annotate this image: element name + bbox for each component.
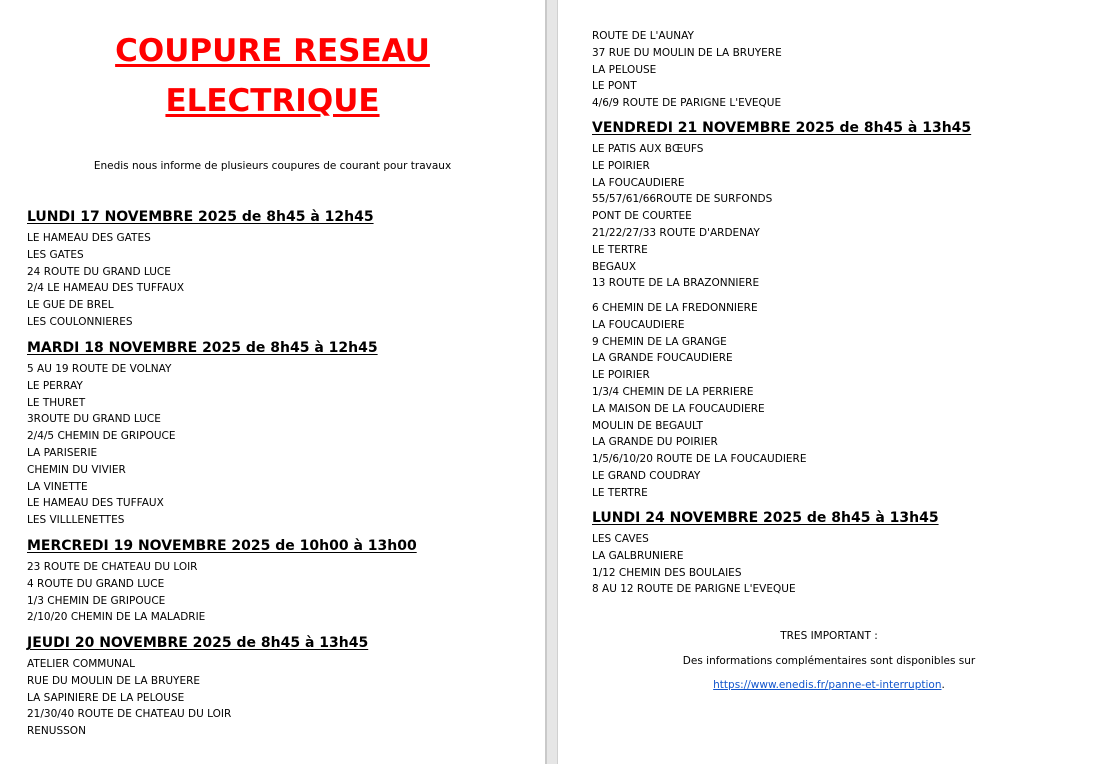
address-item: 24 ROUTE DU GRAND LUCE [27, 265, 171, 278]
address-item: 1/12 CHEMIN DES BOULAIES [592, 566, 742, 579]
address-item: LE PONT [592, 80, 637, 93]
address-item: 1/5/6/10/20 ROUTE DE LA FOUCAUDIERE [592, 453, 807, 466]
address-item: 2/4 LE HAMEAU DES TUFFAUX [27, 282, 185, 295]
address-list-lundi-24 [592, 531, 796, 598]
address-item: 23 ROUTE DE CHATEAU DU LOIR [27, 561, 198, 573]
address-item: LA GALBRUNIERE [592, 549, 684, 562]
address-item: RUE DU MOULIN DE LA BRUYERE [27, 674, 201, 687]
section-heading-lundi-17: LUNDI 17 NOVEMBRE 2025 de 8h45 à 12h45 [27, 209, 374, 225]
address-item: MOULIN DE BEGAULT [592, 419, 703, 432]
page-edge [545, 0, 547, 764]
address-item: 8 AU 12 ROUTE DE PARIGNE L'EVEQUE [592, 583, 796, 596]
address-item: 1/3/4 CHEMIN DE LA PERRIERE [592, 385, 754, 398]
address-item: LA SAPINIERE DE LA PELOUSE [27, 691, 185, 704]
address-item: LA GRANDE FOUCAUDIERE [592, 352, 733, 365]
address-list-jeudi-20 [27, 656, 231, 740]
address-item: 55/57/61/66ROUTE DE SURFONDS [592, 193, 773, 206]
address-item: 1/3 CHEMIN DE GRIPOUCE [27, 594, 166, 607]
address-item: LA MAISON DE LA FOUCAUDIERE [592, 402, 765, 415]
address-item: LE TERTRE [592, 243, 648, 256]
address-item: LA VINETTE [27, 480, 88, 493]
address-item: LE HAMEAU DES TUFFAUX [27, 497, 164, 510]
important-note-link-line [558, 679, 1100, 691]
address-item: 6 CHEMIN DE LA FREDONNIERE [592, 302, 758, 314]
address-item: 13 ROUTE DE LA BRAZONNIERE [592, 277, 760, 290]
address-list-lundi-17 [27, 230, 184, 331]
address-item: PONT DE COURTEE [592, 210, 692, 223]
address-item: LE GUE DE BREL [27, 299, 114, 312]
title-line-2: ELECTRIQUE [165, 83, 380, 119]
address-item: LES VILLLENETTES [27, 514, 125, 527]
address-list-mardi-18 [27, 361, 176, 529]
address-item: CHEMIN DU VIVIER [27, 463, 126, 476]
section-heading-mardi-18: MARDI 18 NOVEMBRE 2025 de 8h45 à 12h45 [27, 340, 378, 356]
address-item: LE POIRIER [592, 159, 650, 172]
intro-text: Enedis nous informe de plusieurs coupures de courant pour travaux [93, 160, 452, 172]
section-heading-vendredi-21: VENDREDI 21 NOVEMBRE 2025 de 8h45 à 13h45 [592, 120, 972, 136]
address-item: LE GRAND COUDRAY [592, 469, 701, 482]
address-item: LA FOUCAUDIERE [592, 318, 685, 331]
address-item: LE PATIS AUX BŒUFS [592, 143, 704, 155]
section-heading-mercredi-19: MERCREDI 19 NOVEMBRE 2025 de 10h00 à 13h00 [27, 538, 417, 554]
address-item: LE TERTRE [592, 486, 648, 499]
important-note-text: Des informations complémentaires sont disponibles sur [682, 655, 976, 667]
address-item: LA PELOUSE [592, 63, 657, 76]
address-item: 3ROUTE DU GRAND LUCE [27, 413, 161, 426]
address-item: LE POIRIER [592, 369, 650, 382]
address-item: 2/10/20 CHEMIN DE LA MALADRIE [27, 611, 206, 624]
address-item: LE THURET [27, 396, 86, 409]
page-gutter [545, 0, 558, 764]
address-item: LA PARISERIE [27, 446, 98, 459]
address-item: 4 ROUTE DU GRAND LUCE [27, 577, 165, 590]
address-item: 21/30/40 ROUTE DE CHATEAU DU LOIR [27, 708, 232, 721]
document-page-left [0, 0, 545, 764]
section-heading-lundi-24: LUNDI 24 NOVEMBRE 2025 de 8h45 à 13h45 [592, 510, 939, 526]
address-list-jeudi-20-continued [592, 28, 782, 112]
address-item: ATELIER COMMUNAL [27, 658, 135, 670]
address-item: ROUTE DE L'AUNAY [592, 30, 694, 42]
address-item: LE PERRAY [27, 379, 83, 392]
address-item: LA FOUCAUDIERE [592, 176, 685, 189]
address-item: 37 RUE DU MOULIN DE LA BRUYERE [592, 46, 782, 59]
address-item: LE HAMEAU DES GATES [27, 232, 151, 244]
link-suffix: . [941, 679, 945, 691]
address-list-vendredi-21 [592, 141, 772, 292]
address-item: 4/6/9 ROUTE DE PARIGNE L'EVEQUE [592, 97, 782, 110]
address-list-vendredi-21-part2 [592, 300, 807, 502]
address-list-mercredi-19 [27, 559, 205, 626]
address-item: LA GRANDE DU POIRIER [592, 436, 718, 449]
important-note-title: TRES IMPORTANT : [780, 630, 878, 642]
enedis-link[interactable]: https://www.enedis.fr/panne-et-interruption [713, 679, 942, 691]
address-item: LES GATES [27, 248, 84, 261]
document-page-right [558, 0, 1100, 764]
title-line-1: COUPURE RESEAU [115, 33, 430, 69]
address-item: BEGAUX [592, 260, 637, 273]
address-item: 21/22/27/33 ROUTE D'ARDENAY [592, 226, 760, 239]
address-item: RENUSSON [27, 725, 86, 738]
address-item: 5 AU 19 ROUTE DE VOLNAY [27, 363, 172, 375]
address-item: LES CAVES [592, 533, 649, 545]
address-item: 9 CHEMIN DE LA GRANGE [592, 335, 727, 348]
address-item: LES COULONNIERES [27, 315, 133, 328]
section-heading-jeudi-20: JEUDI 20 NOVEMBRE 2025 de 8h45 à 13h45 [27, 635, 369, 651]
address-item: 2/4/5 CHEMIN DE GRIPOUCE [27, 430, 176, 443]
